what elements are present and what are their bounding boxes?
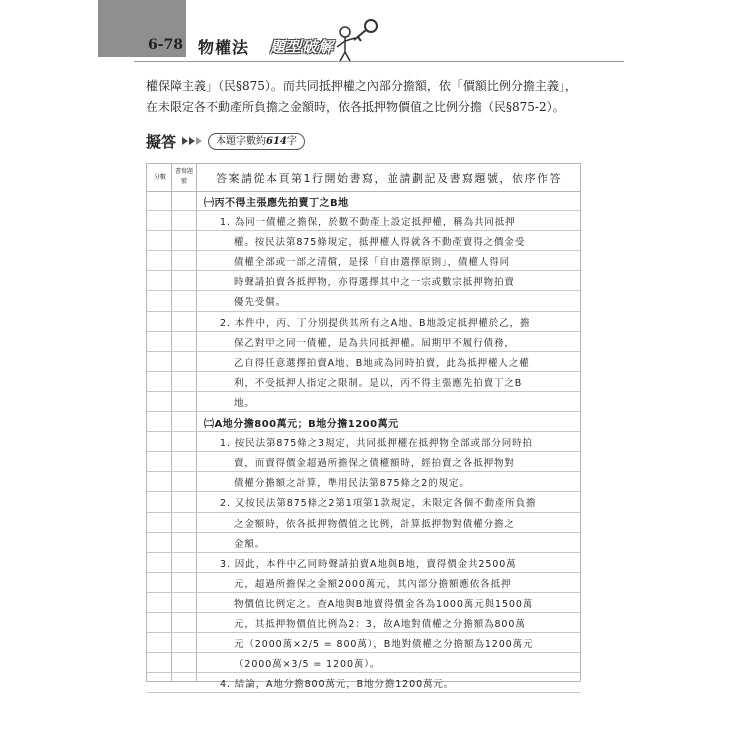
answer-heading [146,131,305,151]
answer-lines [147,191,580,693]
answer-text: 債權全部或一部之清償，是採「自由選擇原則」，債權人得同 [234,257,511,269]
page-header [98,32,658,62]
key-person-icon [327,16,387,64]
answer-text: 乙自得任意選擇拍賣A地、B地或為同時拍賣，此為抵押權人之權 [234,357,530,369]
answer-text: 債權分擔額之計算，準用民法第875條之2的規定。 [234,478,470,490]
answer-line [147,533,580,553]
answer-line [147,472,580,492]
intro-line: 在未限定各不動產所負擔之金額時，依各抵押物價值之比例分擔（民§875-2）。 [146,100,565,114]
answer-line [147,211,580,231]
answer-sheet [146,163,581,691]
word-count-suffix: 字 [286,135,297,147]
answer-text: 元（2000萬×2/5 = 800萬），B地對債權之分擔額為1200萬元 [234,639,534,651]
answer-text: 金額。 [234,538,266,550]
answer-text: 之金額時，依各抵押物價值之比例，計算抵押物對債權分擔之 [234,518,515,530]
answer-line [147,613,580,633]
book-subtitle: 題型破解 [270,38,335,56]
answer-text: 賣，而賣得價金超過所擔保之債權額時，經拍賣之各抵押物對 [234,458,515,470]
answer-line [147,633,580,653]
word-count-prefix: 本題字數約 [216,135,267,147]
answer-text: 利，不受抵押人指定之限制。是以，丙不得主張應先拍賣丁之B [234,377,523,389]
answer-line [147,291,580,311]
answer-line [147,412,580,432]
page-number: 6-78 [148,37,184,53]
answer-line [147,392,580,412]
answer-text: 地。 [234,397,255,409]
answer-line [147,352,580,372]
question-number-column-header: 書寫題號 [174,168,193,185]
answer-line [147,432,580,452]
answer-line [147,653,580,673]
answer-text: 元，超過所擔保之金額2000萬元，其內部分擔額應依各抵押 [234,578,512,590]
sheet-header [147,164,580,192]
answer-text: 2. 本件中，丙、丁分別提供其所有之A地、B地設定抵押權於乙，擔 [220,317,531,329]
answer-line [147,271,580,291]
answer-line [147,573,580,593]
answer-line [147,452,580,472]
answer-line [147,191,580,211]
answer-text: 權。按民法第875條規定，抵押權人得就各不動產賣得之價金受 [234,237,526,249]
section-heading: ㈡A地分擔800萬元；B地分擔1200萬元 [204,419,399,431]
answer-instruction: 答案請從本頁第1行開始書寫，並請劃記及書寫題號，依序作答 [216,172,562,185]
answer-line [147,251,580,271]
section-heading: ㈠丙不得主張應先拍賣丁之B地 [204,198,349,209]
answer-text: 物價值比例定之。查A地與B地賣得價金各為1000萬元與1500萬 [234,598,534,610]
answer-label: 擬答 [146,132,177,151]
answer-line [147,492,580,512]
intro-line: 權保障主義」（民§875）。而共同抵押權之內部分擔額，依「價額比例分擔主義」， [146,79,577,93]
answer-line [147,332,580,352]
answer-line [147,312,580,332]
answer-text: 保乙對甲之同一債權，是為共同抵押權。屆期甲不履行債務， [234,337,515,349]
answer-text: 元，其抵押物價值比例為2：3，故A地對債權之分擔額為800萬 [234,618,526,630]
header-divider [134,61,624,62]
answer-text: 4. 結論，A地分擔800萬元，B地分擔1200萬元。 [220,679,455,691]
answer-line [147,513,580,533]
answer-text: 1. 為同一債權之擔保，於數不動產上設定抵押權，稱為共同抵押 [220,217,516,229]
answer-text: 1. 按民法第875條之3規定，共同抵押權在抵押物全部或部分同時拍 [220,438,533,450]
answer-text: 3. 因此，本件中乙同時聲請拍賣A地與B地，賣得價金共2500萬 [220,558,517,570]
answer-line [147,593,580,613]
answer-line [147,231,580,251]
answer-text: （2000萬×3/5 = 1200萬）。 [234,659,381,671]
word-count-number: 614 [266,135,287,147]
triangle-arrows-icon [182,137,202,145]
answer-text: 2. 又按民法第875條之2第1項第1款規定，未限定各個不動產所負擔 [220,498,537,510]
answer-line [147,673,580,693]
answer-text: 時聲請拍賣各抵押物，亦得選擇其中之一宗或數宗抵押物拍賣 [234,277,515,289]
word-count-badge [208,133,305,150]
score-column-header: 分數 [153,174,166,181]
answer-line [147,372,580,392]
answer-text: 優先受償。 [234,297,287,309]
intro-paragraph [146,76,606,118]
answer-line [147,553,580,573]
book-title: 物權法 [198,38,250,57]
